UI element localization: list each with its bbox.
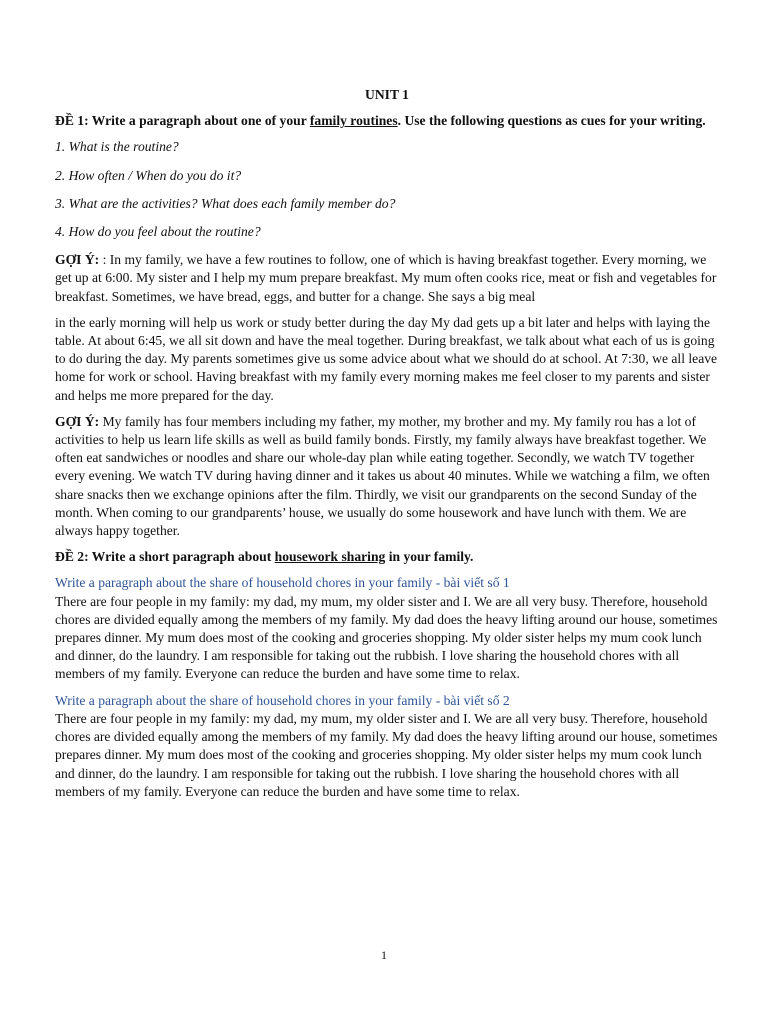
sample-2-text: There are four people in my family: my dad, my mum, my older sister and I. We are all very busy. Therefore, household chores are divided equally among the members of my family. My dad does the heavy lifting around our house, sometimes prepares dinner. My mum does most of the cooking and groceries shopping. My older sister helps my mum cook lunch and dinner, do the laundry. I am responsible for taking out the rubbish. I love sharing the household chores with all members of my family. Everyone can reduce the burden and have some time to relax. [55, 710, 718, 799]
question-3: 3. What are the activities? What does each family member do? [55, 195, 396, 211]
question-2: 2. How often / When do you do it? [55, 167, 242, 183]
task-2-text-after: in your family. [385, 549, 474, 565]
sample-1-text: There are four people in my family: my dad, my mum, my older sister and I. We are all very busy. Therefore, household chores are divided equally among the members of my family. My dad does the heavy lifting around our house, sometimes prepares dinner. My mum does most of the cooking and groceries shopping. My older sister helps my mum cook lunch and dinner, do the laundry. I am responsible for taking out the rubbish. I love sharing the household chores with all members of my family. Everyone can reduce the burden and have some time to relax. [55, 593, 718, 682]
task-2-text-before: Write a short paragraph about [88, 549, 275, 565]
task-2-label: ĐỀ 2: [55, 549, 89, 565]
hint-2-label: GỢI Ý: [55, 413, 100, 429]
task-2-topic: housework sharing [274, 549, 386, 565]
question-4: 4. How do you feel about the routine? [55, 224, 261, 240]
task-1-label: ĐỀ 1: [55, 113, 89, 129]
hint-1-paragraph [55, 251, 719, 306]
sample-2-title[interactable]: Write a paragraph about the share of household chores in your family - bài viết số 2 [55, 692, 510, 708]
question-1: 1. What is the routine? [55, 139, 179, 155]
sample-1-title[interactable]: Write a paragraph about the share of household chores in your family - bài viết số 1 [55, 575, 510, 591]
page-number: 1 [381, 948, 387, 962]
hint-1-text: : In my family, we have a few routines to follow, one of which is having breakfast together. Every morning, we get up at 6:00. My sister and I help my mum prepare breakfast. My mum often cooks rice, meat or fish and vegetables for breakfast. Sometimes, we have bread, eggs, and butter for a change. She says a big meal [55, 252, 717, 304]
hint-2-paragraph [55, 413, 719, 540]
task-1-topic: family routines [309, 113, 398, 129]
hint-1-label: GỢI Ý: [55, 252, 100, 268]
task-1-text-before: Write a paragraph about one of your [91, 113, 310, 129]
hint-2-text: My family has four members including my father, my mother, my brother and my. My family rou has a lot of activities to help us learn life skills as well as build family bonds. Firstly, my family always have breakfast together. We often eat sandwiches or noodles and share our whole-day plan while eating together. Secondly, we watch TV together every evening. We watch TV during having dinner and it takes us about 40 minutes. While we watching a film, we often share snacks then we exchange opinions after the film. Thirdly, we visit our grandparents on the second Sunday of the month. When coming to our grandparents’ house, we usually do some housework and have lunch with them. We are always happy together. [55, 413, 710, 539]
document-body [55, 86, 719, 809]
task-1-prompt [55, 112, 719, 130]
hint-1-continued: in the early morning will help us work or study better during the day My dad gets up a bit later and helps with laying the table. At about 6:45, we all sit down and have the meal together. During breakfast, we talk about what each of us is going to do during the day. My parents sometimes give us some advice about what we should do at school. At 7:30, we all leave home for work or school. Having breakfast with my family every morning makes me feel closer to my parents and sister and helps me more prepared for the day. [55, 314, 718, 403]
unit-title: UNIT 1 [365, 87, 409, 102]
task-1-text-after: . Use the following questions as cues for your writing. [397, 113, 706, 129]
task-2-prompt [55, 548, 719, 566]
